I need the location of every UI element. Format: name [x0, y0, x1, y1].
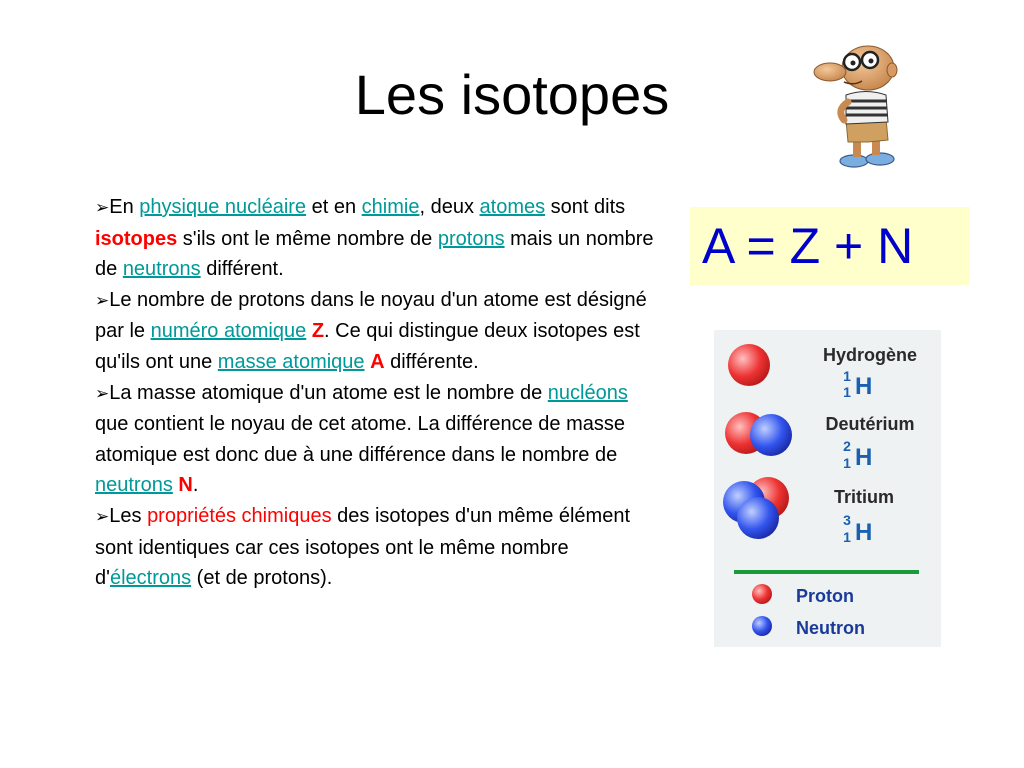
emphasis-term: A — [370, 350, 385, 373]
text-run: , deux — [419, 196, 480, 218]
tritium-label: Tritium — [833, 487, 895, 507]
text-run: (et de protons). — [191, 567, 333, 590]
bullet-item — [95, 192, 655, 285]
wiki-link[interactable]: masse atomique — [217, 350, 365, 373]
wiki-link[interactable]: atomes — [479, 196, 546, 218]
cartoon-mascot — [808, 40, 908, 170]
wiki-link[interactable]: physique nucléaire — [139, 196, 307, 218]
wiki-link[interactable]: numéro atomique — [150, 320, 307, 343]
bullet-arrow-icon: ➢ — [95, 198, 110, 217]
tritium-mass: 3 — [843, 512, 851, 528]
text-run: et en — [306, 196, 362, 218]
neutron-legend-label: Neutron — [796, 618, 865, 638]
wiki-link[interactable]: protons — [437, 227, 505, 250]
bullet-item — [95, 378, 655, 501]
hydrogen-symbol: H — [855, 373, 873, 400]
neutron-legend-dot — [752, 616, 772, 636]
text-run: En — [109, 196, 140, 218]
slide-title: Les isotopes — [354, 63, 670, 126]
text-run: différente. — [384, 350, 479, 373]
deuterium-mass: 2 — [843, 438, 851, 454]
bullet-list — [95, 192, 655, 594]
emphasis-term: propriétés chimiques — [147, 504, 332, 527]
deuterium-symbol: H — [855, 444, 873, 471]
text-run: mais un nombre de — [95, 227, 654, 281]
bullet-item — [95, 501, 655, 594]
emphasis-term: Z — [311, 320, 325, 343]
deuterium-label: Deutérium — [825, 414, 915, 434]
text-run: Les — [109, 504, 148, 527]
emphasis-term: isotopes — [95, 227, 178, 250]
text-run: des isotopes d'un même élément sont identiques car ces isotopes ont le même nombre d' — [95, 504, 631, 590]
isotope-formula: A = Z + N — [690, 207, 970, 285]
tritium-number: 1 — [843, 529, 851, 545]
bullet-item — [95, 285, 655, 378]
text-run: La masse atomique d'un atome est le nombre de — [109, 381, 548, 404]
text-run: que contient le noyau de cet atome. La différence de masse atomique est donc due à une différence dans le nombre de — [95, 413, 625, 466]
emphasis-term: N — [178, 474, 193, 497]
tritium-symbol: H — [855, 519, 873, 546]
text-run: Le nombre de protons dans le noyau d'un atome est désigné par le — [95, 288, 647, 343]
hydrogen-number: 1 — [843, 384, 851, 400]
wiki-link[interactable]: chimie — [361, 196, 420, 218]
proton-legend-label: Proton — [796, 586, 854, 606]
deuterium-number: 1 — [843, 455, 851, 471]
text-run: différent. — [200, 258, 284, 281]
wiki-link[interactable]: électrons — [109, 567, 192, 590]
wiki-link[interactable]: neutrons — [95, 474, 173, 497]
proton-sphere — [728, 344, 770, 386]
bullet-arrow-icon: ➢ — [95, 290, 110, 310]
text-run: s'ils ont le même nombre de — [177, 227, 438, 250]
text-run: sont dits — [545, 196, 626, 218]
text-run: . — [192, 474, 199, 497]
neutron-sphere — [737, 497, 779, 539]
hydrogen-mass: 1 — [843, 368, 851, 384]
neutron-sphere — [750, 414, 792, 456]
text-run: . Ce qui distingue deux isotopes est qu'ils ont une — [95, 320, 640, 373]
wiki-link[interactable]: nucléons — [547, 381, 628, 404]
isotope-diagram — [714, 330, 941, 647]
hydrogen-label: Hydrogène — [822, 345, 918, 365]
wiki-link[interactable]: neutrons — [122, 258, 201, 281]
isotope-figure — [714, 330, 941, 647]
proton-legend-dot — [752, 584, 772, 604]
bullet-arrow-icon: ➢ — [95, 506, 110, 526]
bullet-arrow-icon: ➢ — [95, 383, 110, 403]
